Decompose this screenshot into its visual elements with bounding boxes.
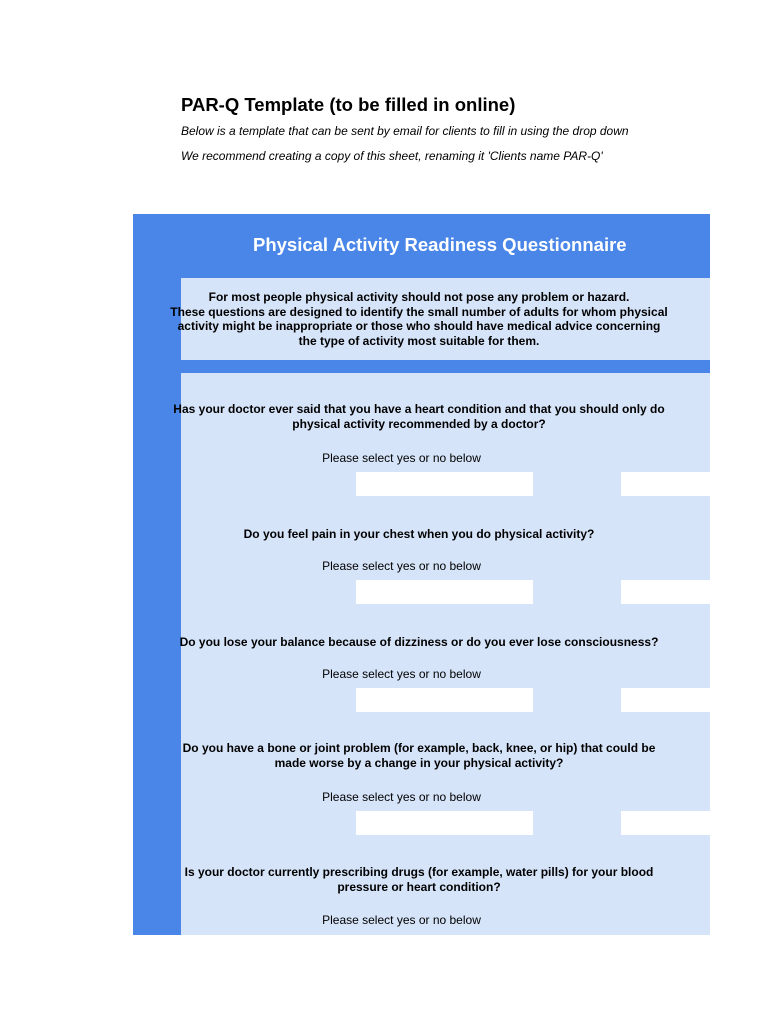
question-line: made worse by a change in your physical activity? bbox=[274, 755, 564, 770]
form-title: Physical Activity Readiness Questionnaire bbox=[253, 234, 627, 255]
question-line: Do you have a bone or joint problem (for example, back, knee, or hip) that could be bbox=[182, 741, 656, 755]
answer-prompt-text: Please select yes or no below bbox=[322, 559, 481, 573]
answer-prompt bbox=[181, 559, 622, 573]
answer-prompt-text: Please select yes or no below bbox=[322, 667, 481, 681]
answer-side-cell-q2 bbox=[621, 580, 710, 604]
question-line: Is your doctor currently prescribing drugs (for example, water pills) for your blood bbox=[184, 865, 654, 879]
question-line: physical activity recommended by a doctor? bbox=[292, 416, 546, 431]
question-5 bbox=[181, 865, 654, 894]
answer-prompt-text: Please select yes or no below bbox=[322, 790, 481, 804]
answer-prompt-text: Please select yes or no below bbox=[322, 451, 481, 465]
answer-select-q4[interactable] bbox=[356, 811, 533, 835]
form-intro-box bbox=[170, 278, 710, 360]
page-title: PAR-Q Template (to be filled in online) bbox=[181, 94, 516, 115]
question-line: Do you lose your balance because of dizziness or do you ever lose consciousness? bbox=[179, 635, 659, 649]
question-line: Do you feel pain in your chest when you do physical activity? bbox=[243, 527, 595, 541]
question-2 bbox=[181, 527, 622, 542]
answer-select-q2[interactable] bbox=[356, 580, 533, 604]
answer-select-q1[interactable] bbox=[356, 472, 533, 496]
intro-text-line-1: Below is a template that can be sent by email for clients to fill in using the drop down bbox=[181, 124, 629, 138]
answer-prompt bbox=[181, 667, 622, 681]
answer-prompt bbox=[181, 913, 622, 927]
form-intro-line: the type of activity most suitable for them. bbox=[298, 333, 540, 348]
questions-area bbox=[173, 373, 710, 935]
question-4 bbox=[181, 741, 656, 770]
answer-side-cell-q3 bbox=[621, 688, 710, 712]
answer-side-cell-q1 bbox=[621, 472, 710, 496]
form-intro-line: These questions are designed to identify the small number of adults for whom physical bbox=[170, 304, 668, 319]
parq-form bbox=[133, 214, 710, 935]
question-3 bbox=[179, 635, 659, 650]
question-line: Has your doctor ever said that you have a heart condition and that you should only do bbox=[173, 402, 665, 416]
form-intro-line: For most people physical activity should not pose any problem or hazard. bbox=[208, 290, 630, 304]
answer-select-q3[interactable] bbox=[356, 688, 533, 712]
answer-prompt bbox=[181, 451, 622, 465]
intro-text-line-2: We recommend creating a copy of this sheet, renaming it 'Clients name PAR-Q' bbox=[181, 149, 603, 163]
answer-prompt-text: Please select yes or no below bbox=[322, 913, 481, 927]
answer-side-cell-q4 bbox=[621, 811, 710, 835]
question-text bbox=[173, 402, 665, 431]
question-line: pressure or heart condition? bbox=[337, 879, 501, 894]
form-intro-text bbox=[170, 290, 668, 348]
form-intro-line: activity might be inappropriate or those who should have medical advice concerning bbox=[177, 319, 661, 333]
answer-prompt bbox=[181, 790, 622, 804]
